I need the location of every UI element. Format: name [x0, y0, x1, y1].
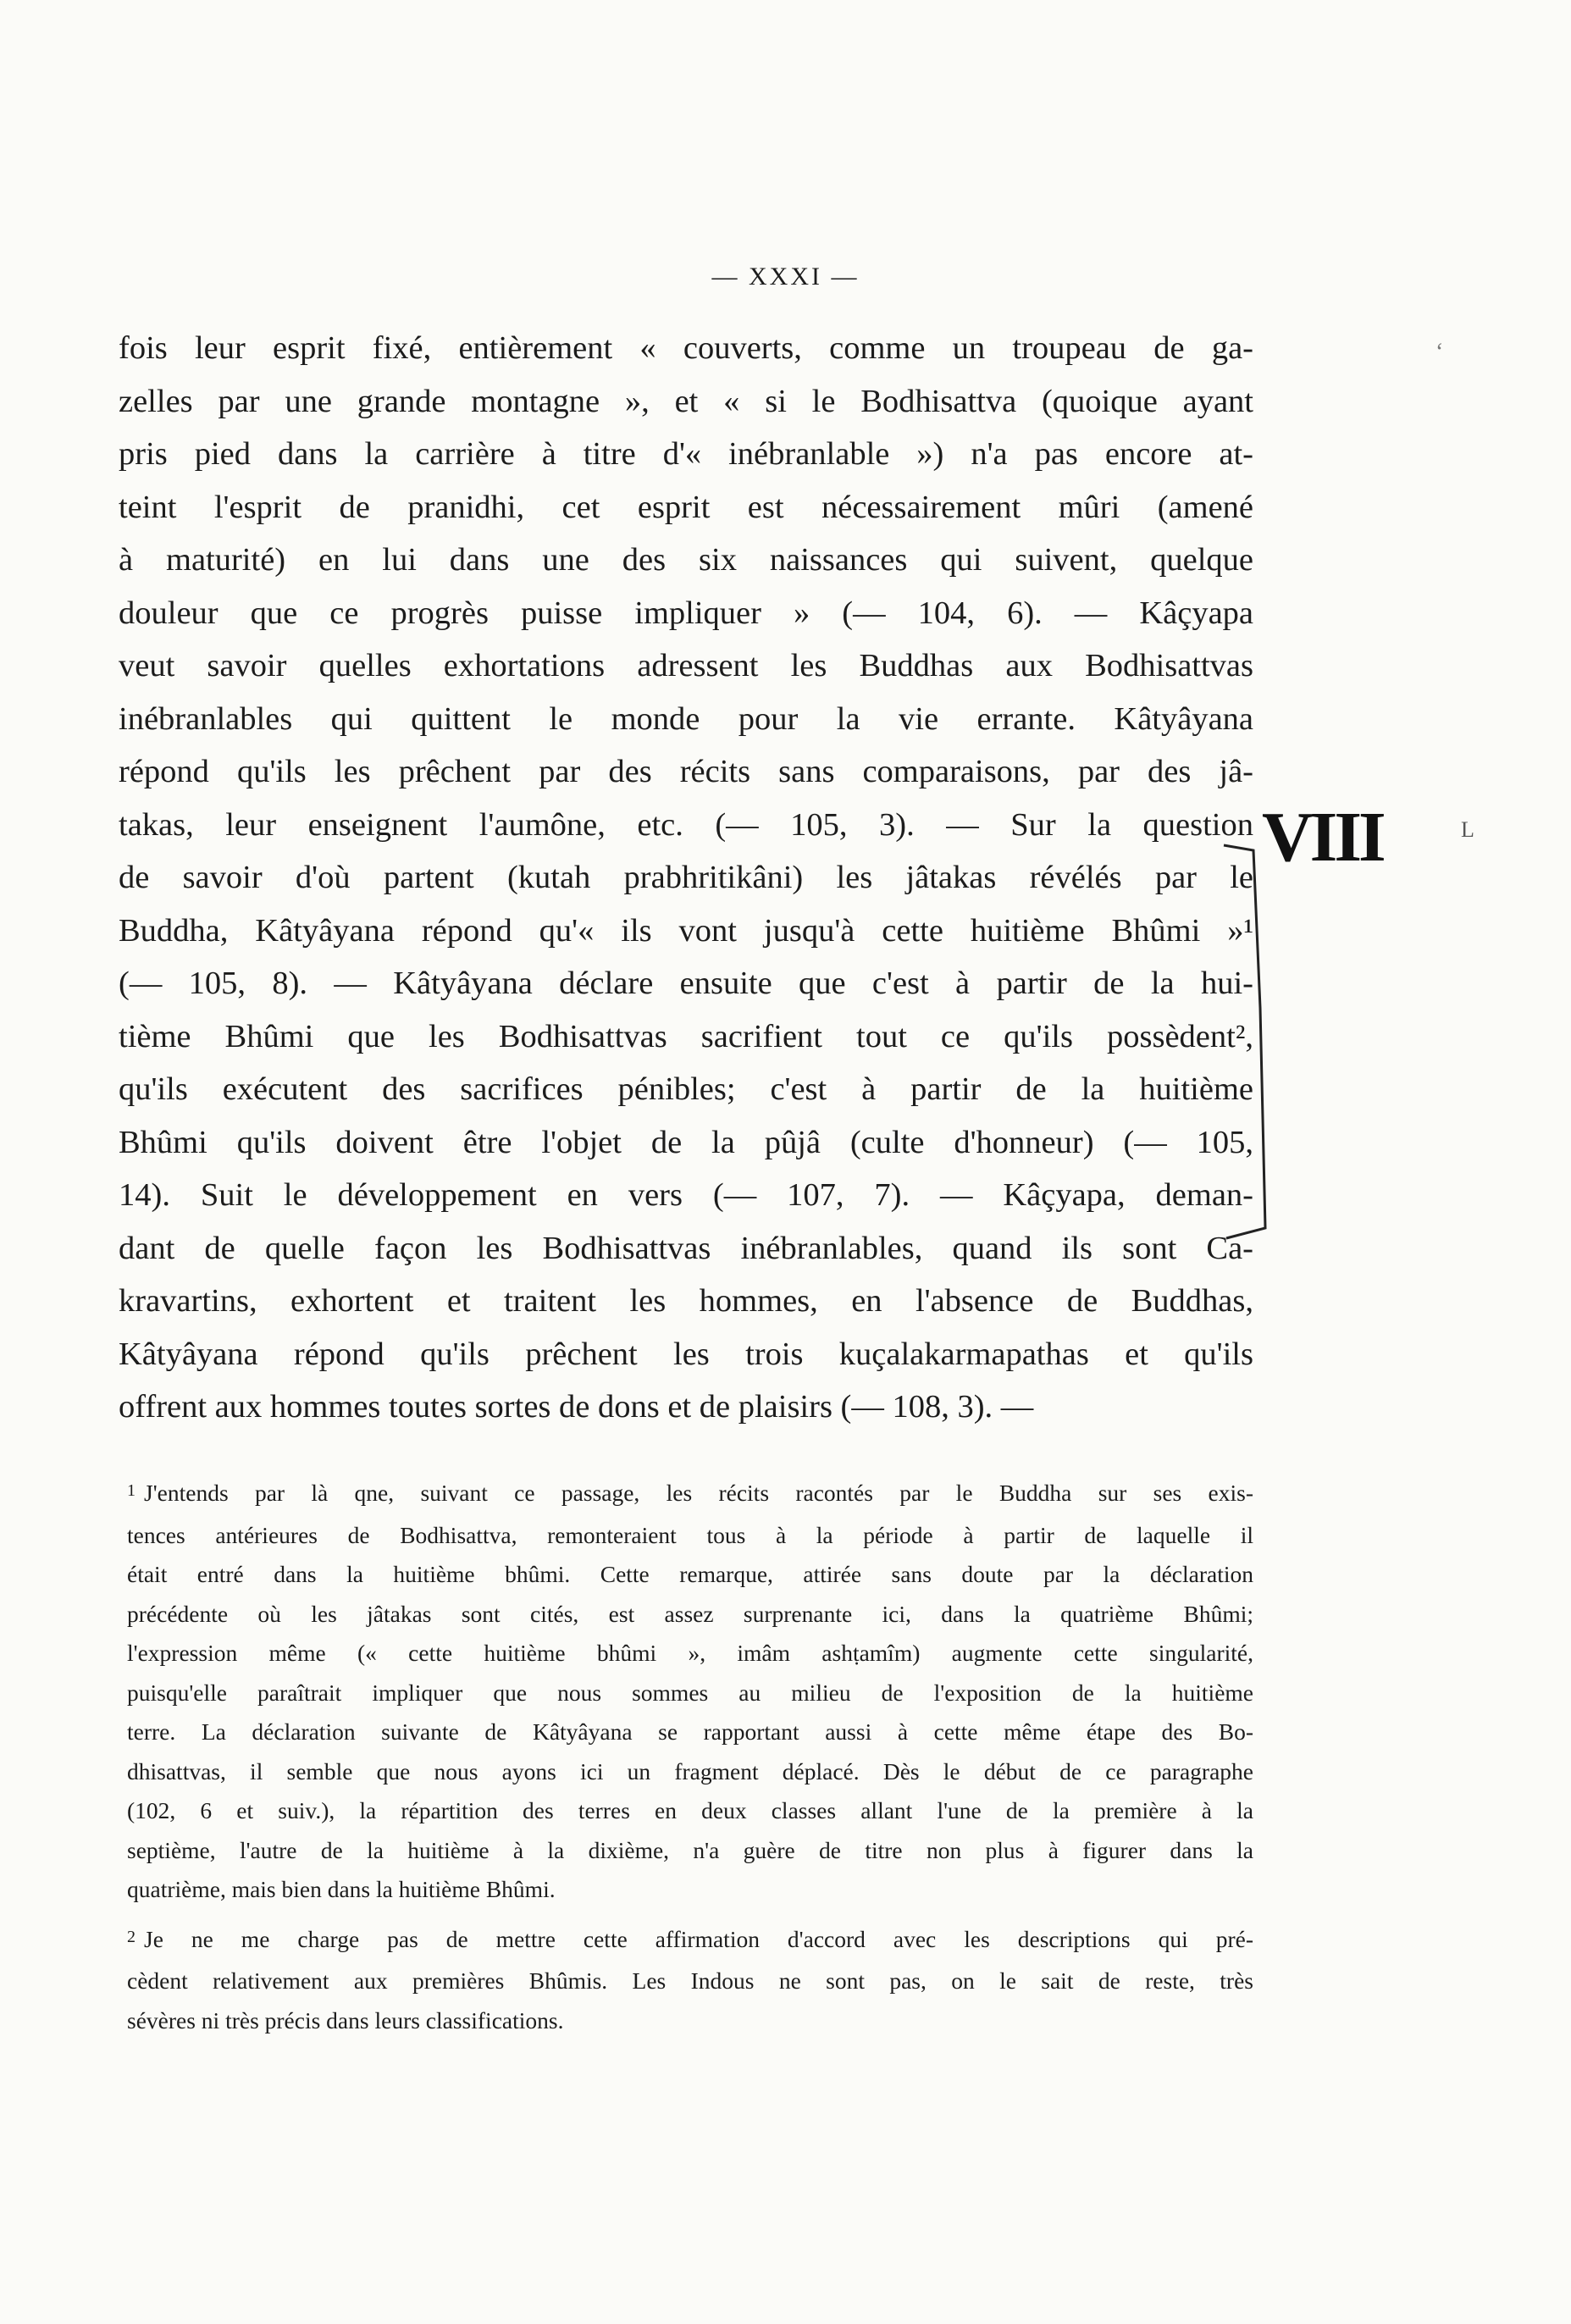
footnote-line: septième, l'autre de la huitième à la dixième, n'a guère de titre non plus à figurer dans la [127, 1836, 1253, 1863]
margin-mark: ʻ [1435, 339, 1444, 365]
text-line: de savoir d'où partent (kutah prabhritikâni) les jâtakas révélés par le [119, 860, 1253, 895]
footnote-line: était entré dans la huitième bhûmi. Cette remarque, attirée sans doute par la déclaration [127, 1561, 1253, 1587]
footnote-1 [127, 1474, 1253, 1910]
text-line: inébranlables qui quittent le monde pour la vie errante. Kâtyâyana [119, 700, 1253, 737]
text-line: tième Bhûmi que les Bodhisattvas sacrifient tout ce qu'ils possèdent², [119, 1018, 1253, 1054]
text-line: douleur que ce progrès puisse impliquer » (— 104, 6). — Kâçyapa [119, 595, 1253, 631]
text-line: teint l'esprit de pranidhi, cet esprit est nécessairement mûri (amené [119, 489, 1253, 525]
text-line: qu'ils exécutent des sacrifices pénibles; c'est à partir de la huitième [119, 1071, 1253, 1107]
footnote-line: (102, 6 et suiv.), la répartition des terres en deux classes allant l'une de la première à la [127, 1797, 1253, 1823]
text-line: dant de quelle façon les Bodhisattvas inébranlables, quand ils sont Ca- [119, 1230, 1253, 1266]
text-line: zelles par une grande montagne », et « si le Bodhisattva (quoique ayant [119, 383, 1253, 419]
page-number-header: — XXXI — [711, 263, 860, 290]
text-line: Bhûmi qu'ils doivent être l'objet de la pûjâ (culte d'honneur) (— 105, [119, 1124, 1253, 1160]
footnote-marker: 2 [127, 1927, 136, 1946]
text-line: répond qu'ils les prêchent par des récits sans comparaisons, par des jâ- [119, 754, 1253, 789]
footnote-text: J'entends par là qne, suivant ce passage, les récits racontés par le Buddha sur ses exis- [144, 1480, 1253, 1506]
footnote-line: cèdent relativement aux premières Bhûmis. Les Indous ne sont pas, on le sait de reste, très [127, 1967, 1253, 1994]
margin-tick: L [1461, 817, 1474, 842]
footnote-line: terre. La déclaration suivante de Kâtyâyana se rapportant aussi à cette même étape des Bo- [127, 1718, 1253, 1745]
footnote-line: dhisattvas, il semble que nous ayons ici un fragment déplacé. Dès le début de ce paragraphe [127, 1757, 1253, 1784]
text-line: (— 105, 8). — Kâtyâyana déclare ensuite que c'est à partir de la hui- [119, 966, 1253, 1001]
text-line: à maturité) en lui dans une des six naissances qui suivent, quelque [119, 542, 1253, 578]
footnote-line: quatrième, mais bien dans la huitième Bhûmi. [127, 1876, 556, 1902]
footnote-line: précédente où les jâtakas sont cités, est assez surprenante ici, dans la quatrième Bhûmi; [127, 1600, 1253, 1627]
footnote-text: Je ne me charge pas de mettre cette affirmation d'accord avec les descriptions qui pré- [144, 1925, 1253, 1952]
footnotes [127, 1474, 1253, 2040]
text-line: pris pied dans la carrière à titre d'« inébranlable ») n'a pas encore at- [119, 436, 1253, 472]
text-line: fois leur esprit fixé, entièrement « couverts, comme un troupeau de ga- [119, 330, 1253, 366]
footnote-line [127, 1920, 1253, 1962]
text-line: veut savoir quelles exhortations adressent les Buddhas aux Bodhisattvas [119, 648, 1253, 683]
footnote-line: tences antérieures de Bodhisattva, remonteraient tous à la période à partir de laquelle il [127, 1521, 1253, 1548]
main-text-block [119, 322, 1253, 1434]
text-line: 14). Suit le développement en vers (— 107, 7). — Kâçyapa, deman- [119, 1177, 1253, 1213]
text-line: Kâtyâyana répond qu'ils prêchent les trois kuçalakarmapathas et qu'ils [119, 1336, 1253, 1372]
footnote-line: l'expression même (« cette huitième bhûmi », imâm ashṭamîm) augmente cette singularité, [127, 1640, 1253, 1666]
text-line: takas, leur enseignent l'aumône, etc. (— 105, 3). — Sur la question [119, 806, 1253, 843]
footnote-marker: 1 [127, 1481, 136, 1500]
margin-bracket [1220, 838, 1287, 1245]
text-line: offrent aux hommes toutes sortes de dons et de plaisirs (— 108, 3). — [119, 1389, 1034, 1425]
footnote-line: puisqu'elle paraîtrait impliquer que nous sommes au milieu de l'exposition de la huitième [127, 1679, 1253, 1706]
margin-annotation: VIII [1262, 798, 1383, 877]
footnote-line [127, 1474, 1253, 1516]
footnote-2 [127, 1920, 1253, 2041]
text-line: kravartins, exhortent et traitent les hommes, en l'absence de Buddhas, [119, 1283, 1253, 1319]
footnote-line: sévères ni très précis dans leurs classifications. [127, 2006, 564, 2034]
text-line: Buddha, Kâtyâyana répond qu'« ils vont jusqu'à cette huitième Bhûmi »¹ [119, 912, 1253, 949]
